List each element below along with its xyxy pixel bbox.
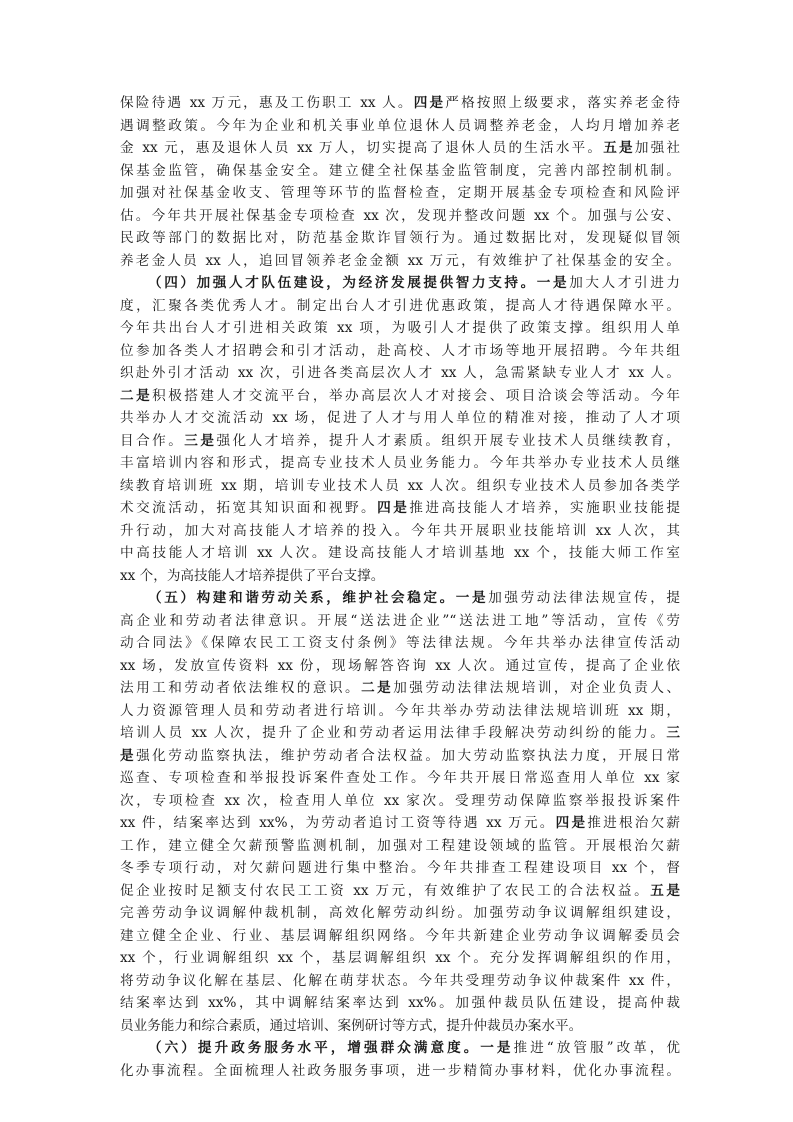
text-line [120, 857, 680, 880]
text-run: 工作，建立健全欠薪预警监测机制，加强对工程建设领域的监管。开展根治欠薪 [120, 837, 680, 854]
text-run: xx 件，结案率达到 xx%，为劳动者追讨工资等待遇 xx 万元。 [120, 815, 556, 831]
text-run: 将劳动争议化解在基层、化解在萌芽状态。今年共受理劳动争议仲裁案件 xx 件， [120, 972, 680, 989]
text-run: 续教育培训班 xx 期，培训专业技术人员 xx 人次。组织专业技术人员参加各类学 [120, 477, 680, 494]
text-run: 织赴外引才活动 xx 次，引进各类高层次人才 xx 人，急需紧缺专业人才 xx 人。 [120, 365, 680, 381]
text-run: 位参加各类人才招聘会和引才活动，赴高校、人才市场等地开展招聘。今年共组 [120, 342, 680, 359]
text-run: 养老金人员 xx 人，追回冒领养老金金额 xx 万元，有效维护了社保基金的安全。 [120, 252, 680, 269]
text-line [120, 790, 680, 813]
text-run: 加大人才引进力 [569, 275, 680, 291]
text-run: 建立健全企业、行业、基层调解组织网络。今年共新建企业劳动争议调解委员会 [120, 927, 680, 944]
text-line [120, 520, 680, 543]
bold-text: 三是 [184, 432, 217, 449]
text-line [120, 745, 680, 768]
text-run: 完善劳动争议调解仲裁机制，高效化解劳动纠纷。加强劳动争议调解组织建设， [120, 905, 680, 921]
text-run: 动合同法》《保障农民工工资支付条例》等法律法规。今年共举办法律宣传活动 [120, 635, 680, 651]
text-run: 员业务能力和综合素质，通过培训、案例研讨等方式，提升仲裁员办案水平。 [120, 1017, 583, 1034]
text-line [120, 835, 680, 858]
text-run: 丰富培训内容和形式，提高专业技术人员业务能力。今年共举办专业技术人员继 [120, 455, 680, 471]
text-run: 推进根治欠薪 [587, 815, 680, 831]
bold-text: 四是 [555, 815, 588, 831]
text-run: 金 xx 元，惠及退休人员 xx 万人，切实提高了退休人员的生活水平。 [120, 140, 604, 156]
text-run: 加强劳动法律法规培训，对企业负责人、 [393, 680, 680, 696]
text-run: 高企业和劳动者法律意识。开展“送法进企业”“送法进工地”等活动，宣传《劳 [120, 612, 680, 629]
text-run: 估。今年共开展社保基金专项检查 xx 次，发现并整改问题 xx 个。加强与公安、 [120, 207, 680, 224]
bold-text: 三 [666, 725, 680, 741]
bold-text: （五）构建和谐劳动关系，维护社会稳定。一是 [148, 590, 489, 606]
text-run: 法用工和劳动者依法维权的意识。 [120, 680, 362, 696]
text-line [120, 880, 680, 903]
text-line [120, 992, 680, 1015]
text-line [120, 1060, 680, 1083]
text-line [120, 587, 680, 610]
bold-text: 四是 [413, 95, 446, 111]
text-run: 强化人才培养，提升人才素质。组织开展专业技术人员继续教育， [216, 432, 680, 449]
text-run: 升行动，加大对高技能人才培养的投入。今年共开展职业技能培训 xx 人次，其 [120, 522, 680, 539]
text-run: 度，汇聚各类优秀人才。制定出台人才引进优惠政策，提高人才待遇保障水平。 [120, 297, 680, 314]
text-run: 化办事流程。全面梳理人社政务服务事项，进一步精简办事材料，优化办事流程。 [120, 1062, 680, 1079]
text-line [120, 227, 680, 250]
text-line [120, 295, 680, 318]
bold-text: 五是 [650, 882, 680, 899]
bold-text: 五是 [603, 140, 635, 156]
text-run: 保基金监管，确保基金安全。建立健全社保基金监管制度，完善内部控制机制。 [120, 162, 680, 179]
text-line [120, 137, 680, 160]
text-line [120, 385, 680, 408]
text-run: 人力资源管理人员和劳动者进行培训。今年共举办劳动法律法规培训班 xx 期， [120, 702, 680, 719]
bold-text: （四）加强人才队伍建设，为经济发展提供智力支持。一是 [148, 275, 570, 291]
text-run: 中高技能人才培训 xx 人次。建设高技能人才培训基地 xx 个，技能大师工作室 [120, 545, 680, 561]
text-run: 培训人员 xx 人次，提升了企业和劳动者运用法律手段解决劳动纠纷的能力。 [120, 725, 667, 741]
text-run: 加强对社保基金收支、管理等环节的监督检查，定期开展基金专项检查和风险评 [120, 185, 680, 201]
text-run: 推进高技能人才培养，实施职业技能提 [409, 500, 680, 516]
text-line [120, 902, 680, 925]
text-run: 目合作。 [120, 432, 185, 449]
text-run: xx 场，发放宣传资料 xx 份，现场解答咨询 xx 人次。通过宣传，提高了企业依 [120, 657, 680, 674]
text-line [120, 925, 680, 948]
text-line [120, 812, 680, 835]
text-line [120, 497, 680, 520]
text-line [120, 767, 680, 790]
text-run: 加强劳动法律法规宣传，提 [488, 590, 680, 606]
bold-text: 四是 [377, 500, 410, 516]
text-line [120, 340, 680, 363]
text-line [120, 632, 680, 655]
text-run: 保险待遇 xx 万元，惠及工伤职工 xx 人。 [120, 95, 414, 111]
text-line [120, 947, 680, 970]
text-run: xx 个，为高技能人才培养提供了平台支撑。 [120, 567, 385, 584]
text-line [120, 160, 680, 183]
text-run: 积极搭建人才交流平台，举办高层次人才对接会、项目洽谈会等活动。今年 [152, 387, 680, 404]
bold-text: 二是 [120, 387, 153, 404]
text-line [120, 542, 680, 565]
text-run: 严格按照上级要求，落实养老金待 [445, 95, 680, 111]
text-run: 遇调整政策。今年为企业和机关事业单位退休人员调整养老金，人均月增加养老 [120, 117, 680, 134]
bold-text: （六）提升政务服务水平，增强群众满意度。一是 [148, 1040, 514, 1056]
text-line [120, 250, 680, 273]
text-run: 民政等部门的数据比对，防范基金欺诈冒领行为。通过数据比对，发现疑似冒领 [120, 230, 680, 246]
text-run: 冬季专项行动，对欠薪问题进行集中整治。今年共排查工程建设项目 xx 个，督 [120, 860, 680, 876]
text-line [120, 610, 680, 633]
text-line [120, 92, 680, 115]
text-run: 次，专项检查 xx 次，检查用人单位 xx 家次。受理劳动保障监察举报投诉案件 [120, 792, 680, 809]
text-line [120, 970, 680, 993]
text-run: 强化劳动监察执法，维护劳动者合法权益。加大劳动监察执法力度，开展日常 [136, 747, 680, 764]
text-run: 促企业按时足额支付农民工工资 xx 万元，有效维护了农民工的合法权益。 [120, 882, 651, 899]
text-line [120, 722, 680, 745]
text-run: 结案率达到 xx%，其中调解结案率达到 xx%。加强仲裁员队伍建设，提高仲裁 [120, 995, 680, 1011]
text-run: 今年共出台人才引进相关政策 xx 项，为吸引人才提供了政策支撑。组织用人单 [120, 320, 680, 336]
text-line [120, 205, 680, 228]
bold-text: 二是 [361, 680, 394, 696]
text-run: 加强社 [634, 140, 680, 156]
text-line [120, 362, 680, 385]
text-line [120, 430, 680, 453]
text-line [120, 655, 680, 678]
text-line [120, 700, 680, 723]
text-run: xx 个，行业调解组织 xx 个，基层调解组织 xx 个。充分发挥调解组织的作用， [120, 950, 680, 966]
text-line [120, 475, 680, 498]
body-text [120, 92, 680, 1082]
text-run: 推进“放管服”改革，优 [513, 1040, 680, 1056]
text-line [120, 317, 680, 340]
text-run: 巡查、专项检查和举报投诉案件查处工作。今年共开展日常巡查用人单位 xx 家 [120, 770, 680, 786]
text-line [120, 677, 680, 700]
bold-text: 是 [120, 747, 137, 764]
text-line [120, 1037, 680, 1060]
text-line [120, 1015, 680, 1038]
text-run: 术交流活动，拓宽其知识面和视野。 [120, 500, 378, 516]
text-line [120, 272, 680, 295]
text-line [120, 407, 680, 430]
text-line [120, 452, 680, 475]
text-line [120, 565, 680, 588]
text-run: 共举办人才交流活动 xx 场，促进了人才与用人单位的精准对接，推动了人才项 [120, 410, 680, 426]
text-line [120, 115, 680, 138]
text-line [120, 182, 680, 205]
